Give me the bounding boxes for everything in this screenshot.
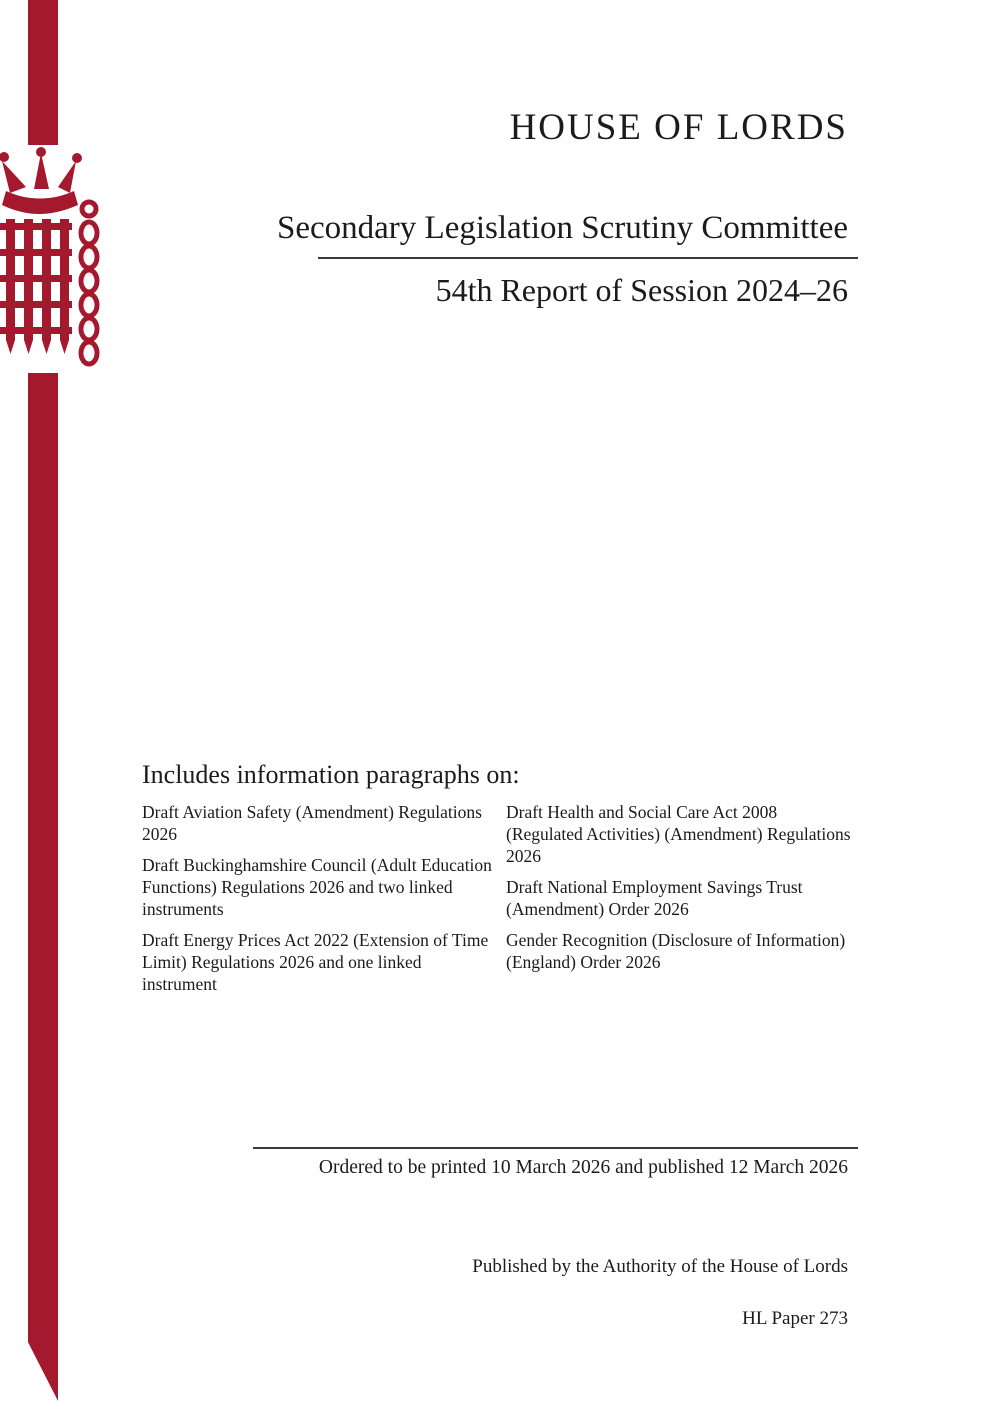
list-item: Gender Recognition (Disclosure of Information) (England) Order 2026 [506, 930, 846, 973]
includes-list-left [142, 801, 494, 1004]
house-of-lords-portcullis-icon [0, 145, 108, 373]
list-item: Draft Health and Social Care Act 2008 (Regulated Activities) (Amendment) Regulations 2026 [506, 802, 851, 867]
committee-title: Secondary Legislation Scrutiny Committee [277, 210, 848, 246]
list-item: Draft Buckinghamshire Council (Adult Education Functions) Regulations 2026 and two linked instruments [142, 855, 492, 920]
includes-list-right [506, 801, 858, 982]
report-title: 54th Report of Session 2024–26 [435, 272, 848, 308]
house-title: HOUSE OF LORDS [509, 107, 848, 148]
list-item: Draft National Employment Savings Trust (Amendment) Order 2026 [506, 877, 803, 920]
ordered-line: Ordered to be printed 10 March 2026 and published 12 March 2026 [318, 1157, 848, 1178]
list-item: Draft Aviation Safety (Amendment) Regulations 2026 [142, 802, 482, 845]
published-line: Published by the Authority of the House of Lords [472, 1256, 848, 1277]
ordered-divider [253, 1147, 858, 1149]
committee-divider [318, 257, 858, 259]
list-item: Draft Energy Prices Act 2022 (Extension of Time Limit) Regulations 2026 and one linked instrument [142, 930, 489, 995]
includes-heading: Includes information paragraphs on: [142, 760, 520, 789]
paper-number: HL Paper 273 [742, 1308, 848, 1329]
